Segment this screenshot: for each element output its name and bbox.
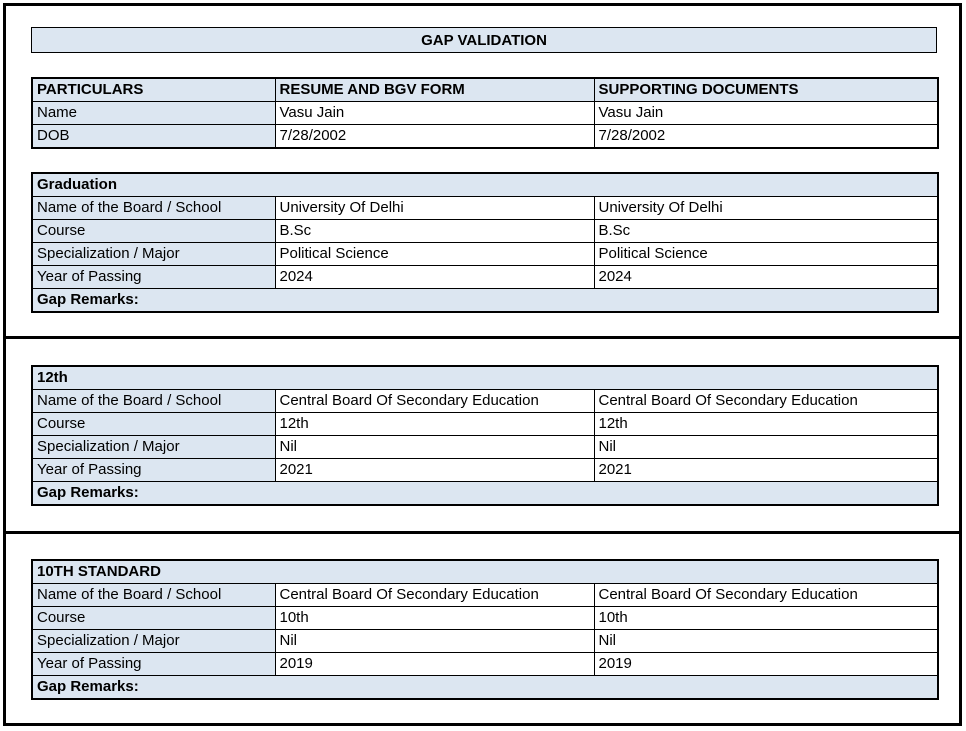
table-row-name bbox=[32, 102, 938, 125]
supporting-value-cell: University Of Delhi bbox=[594, 197, 938, 220]
tenth-table bbox=[31, 559, 939, 700]
table-row-specialization bbox=[32, 630, 938, 653]
supporting-value-cell: B.Sc bbox=[594, 220, 938, 243]
row-label-cell: Name of the Board / School bbox=[32, 584, 275, 607]
resume-value-cell: 2021 bbox=[275, 459, 594, 482]
resume-value-cell: Political Science bbox=[275, 243, 594, 266]
row-label-cell: Year of Passing bbox=[32, 266, 275, 289]
section-title-row bbox=[32, 560, 938, 584]
column-header-resume-bgv: RESUME AND BGV FORM bbox=[275, 78, 594, 102]
resume-value-cell: 10th bbox=[275, 607, 594, 630]
resume-value-cell: 7/28/2002 bbox=[275, 125, 594, 149]
gap-remarks-cell: Gap Remarks: bbox=[32, 482, 938, 506]
table-row-specialization bbox=[32, 243, 938, 266]
section-title-cell: Graduation bbox=[32, 173, 938, 197]
table-row-board bbox=[32, 390, 938, 413]
table-row-course bbox=[32, 220, 938, 243]
row-label-cell: Specialization / Major bbox=[32, 630, 275, 653]
column-header-particulars: PARTICULARS bbox=[32, 78, 275, 102]
supporting-value-cell: Central Board Of Secondary Education bbox=[594, 390, 938, 413]
table-row-course bbox=[32, 413, 938, 436]
page-title: GAP VALIDATION bbox=[31, 27, 937, 53]
resume-value-cell: Central Board Of Secondary Education bbox=[275, 584, 594, 607]
resume-value-cell: 12th bbox=[275, 413, 594, 436]
resume-value-cell: Central Board Of Secondary Education bbox=[275, 390, 594, 413]
resume-value-cell: 2019 bbox=[275, 653, 594, 676]
graduation-table bbox=[31, 172, 939, 313]
supporting-value-cell: Vasu Jain bbox=[594, 102, 938, 125]
supporting-value-cell: Nil bbox=[594, 436, 938, 459]
resume-value-cell: Nil bbox=[275, 436, 594, 459]
row-label-cell: Course bbox=[32, 607, 275, 630]
supporting-value-cell: 2024 bbox=[594, 266, 938, 289]
supporting-value-cell: Nil bbox=[594, 630, 938, 653]
supporting-value-cell: Political Science bbox=[594, 243, 938, 266]
gap-remarks-row bbox=[32, 482, 938, 506]
section-title-row bbox=[32, 173, 938, 197]
table-row-dob bbox=[32, 125, 938, 149]
twelfth-table bbox=[31, 365, 939, 506]
table-row-course bbox=[32, 607, 938, 630]
supporting-value-cell: 2021 bbox=[594, 459, 938, 482]
row-label-cell: DOB bbox=[32, 125, 275, 149]
supporting-value-cell: Central Board Of Secondary Education bbox=[594, 584, 938, 607]
section-title-cell: 10TH STANDARD bbox=[32, 560, 938, 584]
table-header-row bbox=[32, 78, 938, 102]
section-divider bbox=[3, 336, 962, 339]
supporting-value-cell: 7/28/2002 bbox=[594, 125, 938, 149]
table-row-year bbox=[32, 459, 938, 482]
gap-remarks-cell: Gap Remarks: bbox=[32, 289, 938, 313]
supporting-value-cell: 12th bbox=[594, 413, 938, 436]
gap-remarks-row bbox=[32, 676, 938, 700]
row-label-cell: Year of Passing bbox=[32, 653, 275, 676]
resume-value-cell: B.Sc bbox=[275, 220, 594, 243]
gap-remarks-cell: Gap Remarks: bbox=[32, 676, 938, 700]
table-row-board bbox=[32, 584, 938, 607]
resume-value-cell: Vasu Jain bbox=[275, 102, 594, 125]
row-label-cell: Specialization / Major bbox=[32, 243, 275, 266]
resume-value-cell: 2024 bbox=[275, 266, 594, 289]
row-label-cell: Name of the Board / School bbox=[32, 390, 275, 413]
resume-value-cell: Nil bbox=[275, 630, 594, 653]
table-row-year bbox=[32, 653, 938, 676]
row-label-cell: Specialization / Major bbox=[32, 436, 275, 459]
particulars-table bbox=[31, 77, 939, 149]
supporting-value-cell: 10th bbox=[594, 607, 938, 630]
row-label-cell: Course bbox=[32, 220, 275, 243]
row-label-cell: Course bbox=[32, 413, 275, 436]
supporting-value-cell: 2019 bbox=[594, 653, 938, 676]
resume-value-cell: University Of Delhi bbox=[275, 197, 594, 220]
table-row-specialization bbox=[32, 436, 938, 459]
row-label-cell: Name of the Board / School bbox=[32, 197, 275, 220]
row-label-cell: Name bbox=[32, 102, 275, 125]
row-label-cell: Year of Passing bbox=[32, 459, 275, 482]
gap-remarks-row bbox=[32, 289, 938, 313]
section-divider bbox=[3, 531, 962, 534]
section-title-cell: 12th bbox=[32, 366, 938, 390]
table-row-board bbox=[32, 197, 938, 220]
table-row-year bbox=[32, 266, 938, 289]
column-header-supporting-docs: SUPPORTING DOCUMENTS bbox=[594, 78, 938, 102]
section-title-row bbox=[32, 366, 938, 390]
